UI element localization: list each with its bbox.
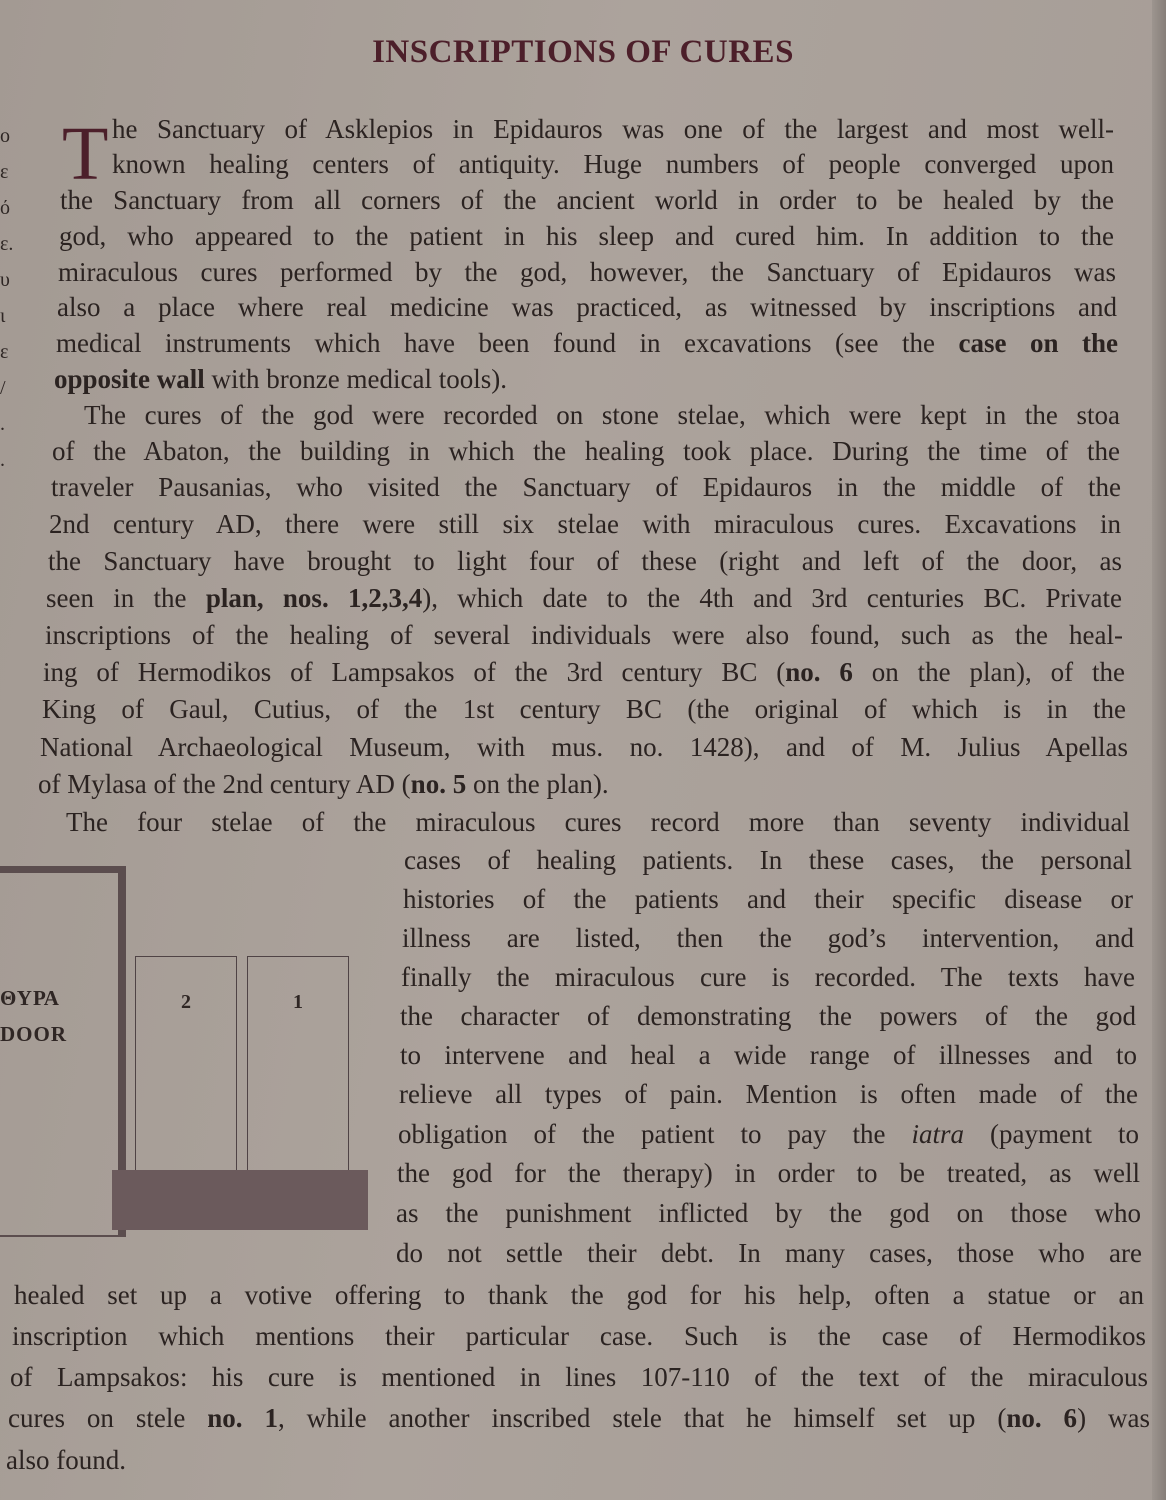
margin-letter: ό: [0, 197, 10, 219]
paragraph-1-line: the Sanctuary from all corners of the ancient world in order to be healed by the: [60, 185, 1114, 215]
text-run: obligation of the patient to pay the: [398, 1119, 912, 1149]
text-run: medical instruments which have been found in excavations (see the: [56, 328, 959, 358]
text-run: seen in the: [46, 583, 206, 613]
stele-number: 2: [181, 991, 191, 1013]
door-label-greek: ΘΥΡΑ: [0, 986, 60, 1010]
paragraph-3-line: illness are listed, then the god’s intervention, and: [402, 923, 1134, 953]
paragraph-1-line: miraculous cures performed by the god, however, the Sanctuary of Epidauros was: [58, 257, 1116, 287]
drop-cap: T: [62, 112, 109, 196]
text-run: on the plan).: [466, 769, 609, 799]
text-run: ing of Hermodikos of Lampsakos of the 3rd century BC (: [43, 657, 786, 687]
stele-2-outline: [135, 956, 237, 1172]
paragraph-3-line: finally the miraculous cure is recorded. The texts have: [401, 962, 1135, 992]
plan-base: [112, 1170, 368, 1230]
paragraph-3-line: of Lampsakos: his cure is mentioned in lines 107-110 of the text of the miraculous: [10, 1362, 1148, 1392]
stele-number: 1: [293, 991, 303, 1013]
paragraph-2-line: King of Gaul, Cutius, of the 1st century BC (the original of which is in the: [42, 694, 1126, 724]
margin-letter: o: [0, 125, 10, 147]
stele-1-outline: [247, 956, 349, 1172]
paragraph-2-line: 2nd century AD, there were still six stelae with miraculous cures. Excavations in: [49, 509, 1121, 539]
text-run: of Mylasa of the 2nd century AD (: [38, 769, 411, 799]
paragraph-3-line: inscription which mentions their particular case. Such is the case of Hermodikos: [12, 1321, 1146, 1351]
paragraph-3-line: to intervene and heal a wide range of illnesses and to: [400, 1040, 1137, 1070]
text-run: ) was: [1077, 1403, 1150, 1433]
paragraph-1-line: [54, 362, 507, 396]
paragraph-3-line: also found.: [6, 1445, 126, 1475]
bold-reference: no. 6: [785, 657, 853, 687]
bold-reference: opposite wall: [54, 364, 205, 394]
paragraph-1-line: [56, 326, 1118, 360]
margin-letter: ε.: [0, 233, 14, 255]
margin-letter: υ: [0, 269, 10, 291]
text-run: on the plan), of the: [852, 657, 1125, 687]
italic-term: iatra: [911, 1119, 964, 1149]
text-run: , while another inscribed stele that he himself set up (: [277, 1403, 1007, 1433]
text-run: ), which date to the 4th and 3rd centuries BC. Private: [422, 583, 1122, 613]
paragraph-1-line: also a place where real medicine was practiced, as witnessed by inscriptions and: [57, 292, 1117, 322]
bold-reference: case on the: [958, 328, 1119, 358]
paragraph-2-line: of the Abaton, the building in which the healing took place. During the time of the: [52, 436, 1120, 466]
paragraph-1-line: known healing centers of antiquity. Huge numbers of people converged upon: [112, 149, 1114, 179]
paragraph-1-line: god, who appeared to the patient in his sleep and cured him. In addition to the: [59, 221, 1114, 251]
paragraph-3-line: the god for the therapy) in order to be treated, as well: [397, 1158, 1140, 1188]
page-title: INSCRIPTIONS OF CURES: [372, 34, 794, 70]
margin-letter: .: [0, 449, 5, 471]
bold-reference: no. 6: [1006, 1403, 1078, 1433]
paragraph-3-line: healed set up a votive offering to thank the god for his help, often a statue or an: [14, 1280, 1144, 1310]
plan-wall: [0, 866, 126, 1237]
paragraph-2-line: [38, 767, 609, 801]
paragraph-1-line: he Sanctuary of Asklepios in Epidauros was one of the largest and most well-: [112, 114, 1114, 144]
paragraph-2-line: traveler Pausanias, who visited the Sanctuary of Epidauros in the middle of the: [51, 472, 1121, 502]
bold-reference: plan, nos. 1,2,3,4: [205, 583, 423, 613]
text-run: with bronze medical tools).: [204, 364, 507, 394]
paragraph-2-line: [43, 655, 1125, 689]
paragraph-3-line: do not settle their debt. In many cases, those who are: [396, 1238, 1142, 1268]
door-label-english: DOOR: [0, 1022, 67, 1046]
paragraph-2-line: The cures of the god were recorded on stone stelae, which were kept in the stoa: [84, 400, 1120, 430]
bold-reference: no. 5: [410, 769, 467, 799]
paragraph-3-line: cases of healing patients. In these cases, the personal: [404, 845, 1132, 875]
paragraph-3-line: [8, 1401, 1150, 1435]
paragraph-3-line: The four stelae of the miraculous cures record more than seventy individual: [66, 807, 1130, 837]
paragraph-2-line: National Archaeological Museum, with mus. no. 1428), and of M. Julius Apellas: [40, 732, 1128, 762]
margin-letter: ι: [0, 305, 6, 327]
margin-letter: .: [0, 413, 5, 435]
site-plan: [0, 866, 370, 1232]
bold-reference: no. 1: [207, 1403, 278, 1433]
paragraph-3-line: as the punishment inflicted by the god on those who: [396, 1198, 1141, 1228]
paragraph-3-line: histories of the patients and their specific disease or: [403, 884, 1133, 914]
paragraph-2-line: inscriptions of the healing of several individuals were also found, such as the heal-: [45, 620, 1123, 650]
paragraph-2-line: [46, 581, 1122, 615]
margin-letter: ε: [0, 341, 9, 363]
text-run: cures on stele: [8, 1403, 208, 1433]
paragraph-3-line: the character of demonstrating the powers of the god: [400, 1001, 1136, 1031]
cut-off-margin-text: [0, 118, 14, 478]
text-run: (payment to: [964, 1119, 1139, 1149]
paragraph-3-line: [398, 1117, 1139, 1151]
paragraph-2-line: the Sanctuary have brought to light four of these (right and left of the door, as: [48, 546, 1122, 576]
paragraph-3-line: relieve all types of pain. Mention is often made of the: [399, 1079, 1138, 1109]
panel-right-edge: [1152, 0, 1166, 1500]
margin-letter: ε: [0, 161, 9, 183]
margin-letter: /: [0, 377, 6, 399]
